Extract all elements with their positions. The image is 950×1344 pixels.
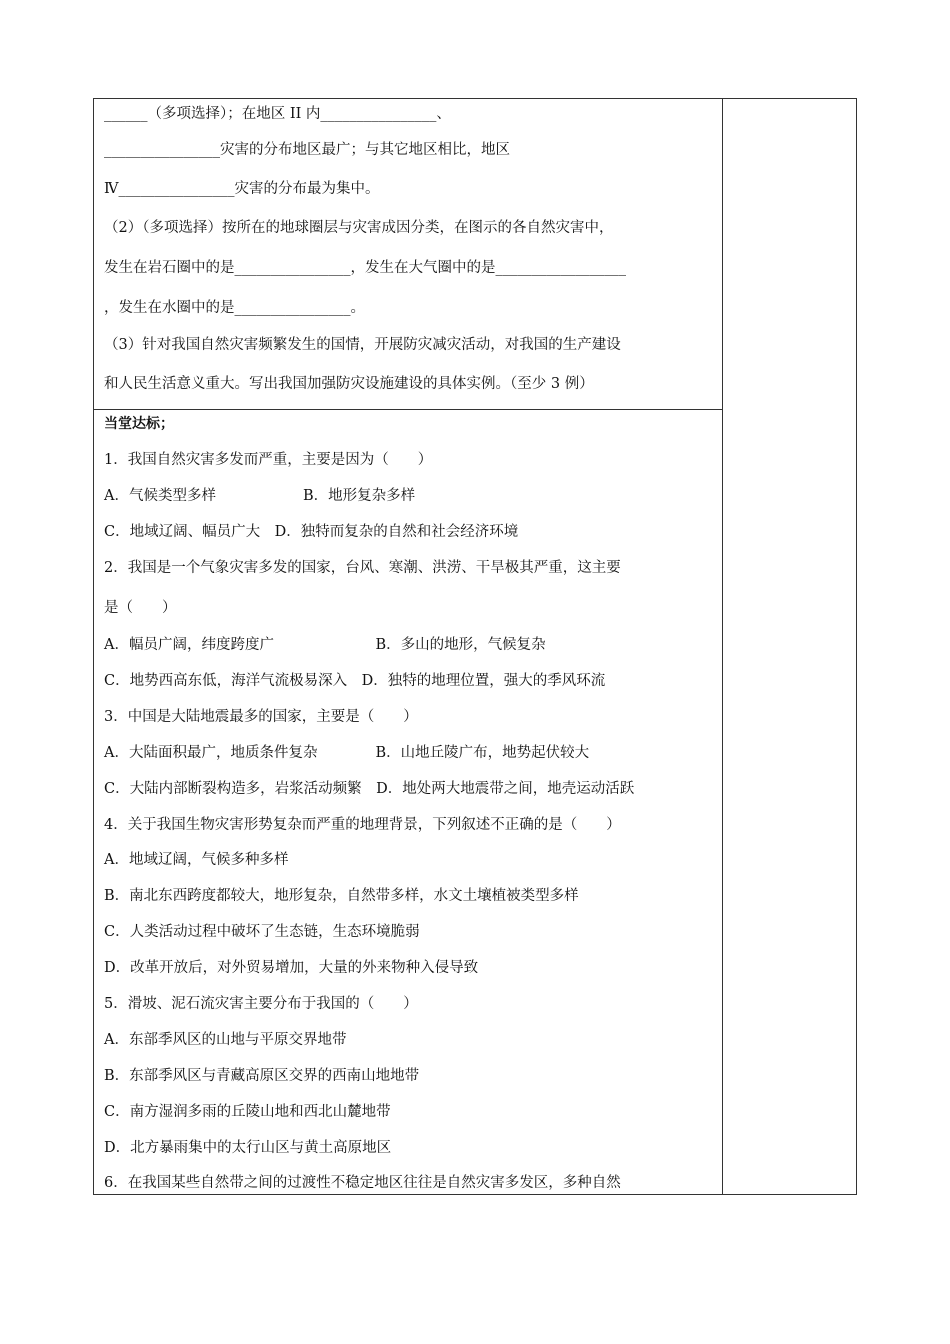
row-divider — [94, 409, 722, 410]
option-line: D．改革开放后，对外贸易增加，大量的外来物种入侵导致 — [104, 960, 479, 976]
s1-line: （2）（多项选择）按所在的地球圈层与灾害成因分类，在图示的各自然灾害中， — [104, 220, 614, 236]
option-line: A．气候类型多样 B．地形复杂多样 — [104, 488, 416, 504]
question-line: 6．在我国某些自然带之间的过渡性不稳定地区往往是自然灾害多发区，多种自然 — [104, 1175, 621, 1191]
question-line: 2．我国是一个气象灾害多发的国家，台风、寒潮、洪涝、干旱极其严重，这主要 — [104, 560, 621, 576]
option-line: C．地势西高东低，海洋气流极易深入 D．独特的地理位置，强大的季风环流 — [104, 673, 606, 689]
option-line: A．东部季风区的山地与平原交界地带 — [104, 1032, 347, 1048]
option-line: A．大陆面积最广，地质条件复杂 B．山地丘陵广布，地势起伏较大 — [104, 745, 590, 761]
question-line: 是（ ） — [104, 600, 177, 616]
worksheet-table — [93, 98, 857, 1195]
option-line: B．南北东西跨度都较大，地形复杂，自然带多样，水文土壤植被类型多样 — [104, 888, 579, 904]
s1-line: 发生在岩石圈中的是________________，发生在大气圈中的是__________________ — [104, 260, 626, 276]
question-line: 3．中国是大陆地震最多的国家，主要是（ ） — [104, 709, 418, 725]
column-divider — [722, 99, 723, 1194]
option-line: A．幅员广阔，纬度跨度广 B．多山的地形，气候复杂 — [104, 637, 546, 653]
s1-line: ，发生在水圈中的是________________。 — [104, 300, 365, 316]
question-line: 4．关于我国生物灾害形势复杂而严重的地理背景，下列叙述不正确的是（ ） — [104, 817, 621, 833]
s1-line: 和人民生活意义重大。写出我国加强防灾设施建设的具体实例。（至少 3 例） — [104, 376, 594, 392]
s1-line: ________________灾害的分布地区最广；与其它地区相比，地区 — [104, 142, 510, 158]
option-line: D．北方暴雨集中的太行山区与黄土高原地区 — [104, 1140, 392, 1156]
option-line: C．地域辽阔、幅员广大 D．独特而复杂的自然和社会经济环境 — [104, 524, 519, 540]
question-line: 5．滑坡、泥石流灾害主要分布于我国的（ ） — [104, 996, 418, 1012]
section-heading: 当堂达标； — [104, 416, 174, 432]
option-line: C．人类活动过程中破坏了生态链，生态环境脆弱 — [104, 924, 420, 940]
option-line: C．大陆内部断裂构造多，岩浆活动频繁 D．地处两大地震带之间，地壳运动活跃 — [104, 781, 635, 797]
s1-line: Ⅳ________________灾害的分布最为集中。 — [104, 181, 380, 197]
option-line: A．地域辽阔，气候多种多样 — [104, 852, 289, 868]
option-line: B．东部季风区与青藏高原区交界的西南山地地带 — [104, 1068, 420, 1084]
question-line: 1．我国自然灾害多发而严重，主要是因为（ ） — [104, 452, 433, 468]
option-line: C．南方湿润多雨的丘陵山地和西北山麓地带 — [104, 1104, 391, 1120]
s1-line: ______（多项选择）；在地区 II 内________________、 — [104, 106, 451, 122]
s1-line: （3）针对我国自然灾害频繁发生的国情，开展防灾减灾活动，对我国的生产建设 — [104, 337, 621, 353]
